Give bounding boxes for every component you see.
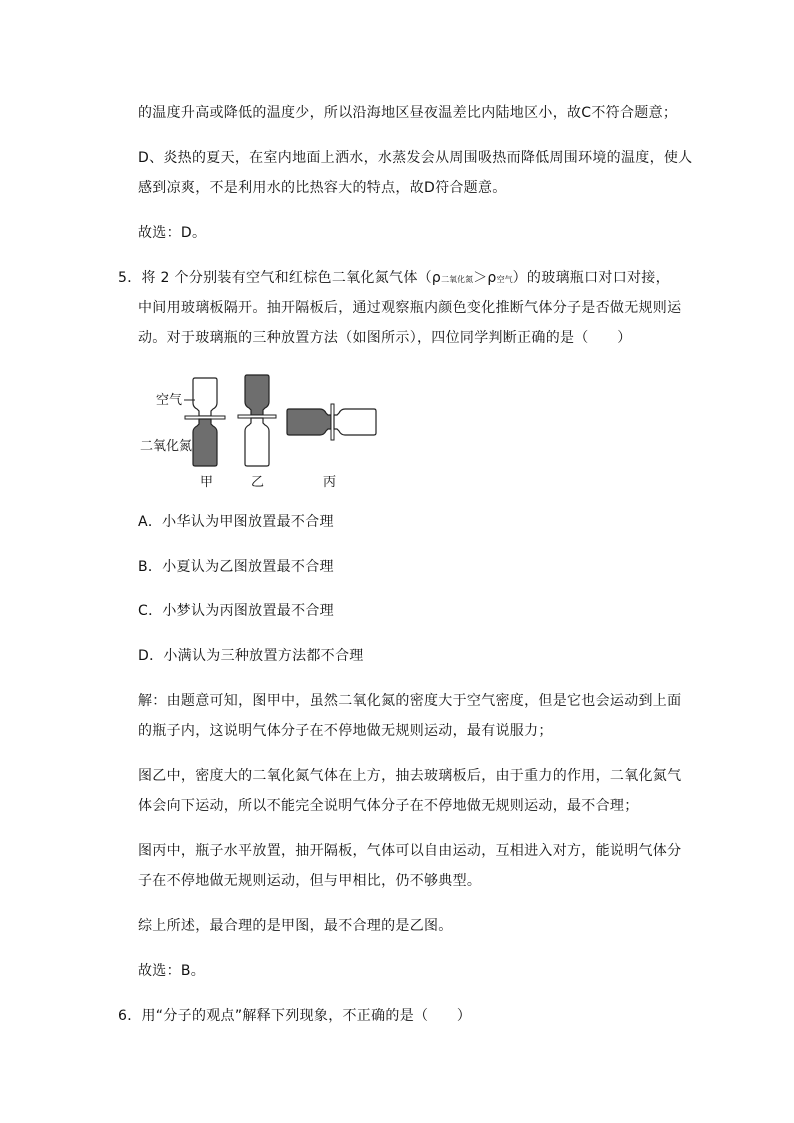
option-c: C．小梦认为丙图放置最不合理 (138, 603, 334, 619)
option-a: A．小华认为甲图放置最不合理 (138, 514, 334, 530)
no2-bottle-yi (245, 375, 269, 415)
air-bottle-bing (334, 409, 376, 435)
solution-line-1: 解：由题意可知，图甲中，虽然二氧化氮的密度大于空气密度，但是它也会运动到上面 (138, 693, 682, 709)
bottle-setup-bing (287, 404, 376, 490)
caption-yi: 乙 (251, 475, 265, 490)
bottle-setup-yi (238, 375, 276, 490)
density-subscript-air: 空气 (496, 275, 513, 284)
solution-line-4: 体会向下运动，所以不能完全说明气体分子在不停地做无规则运动，最不合理； (138, 798, 639, 814)
air-bottle-jia (193, 378, 217, 416)
bottle-setup-jia (140, 378, 225, 490)
option-b: B．小夏认为乙图放置最不合理 (138, 559, 334, 575)
caption-jia: 甲 (200, 475, 214, 490)
option-d: D．小满认为三种放置方法都不合理 (138, 648, 364, 664)
prev-answer-line-1: 的温度升高或降低的温度少，所以沿海地区昼夜温差比内陆地区小，故C不符合题意； (138, 105, 678, 121)
density-subscript-no2: 二氧化氮 (441, 275, 474, 284)
question-6-line-1: 6．用“分子的观点”解释下列现象，不正确的是（ ） (118, 1008, 472, 1024)
no2-label: 二氧化氮 (140, 439, 193, 454)
prev-answer-choice: 故选：D。 (138, 225, 207, 241)
no2-bottle-jia (193, 419, 217, 466)
prev-answer-line-3: 感到凉爽，不是利用水的比热容大的特点，故D符合题意。 (138, 180, 507, 196)
solution-line-5: 图丙中，瓶子水平放置，抽开隔板，气体可以自由运动，互相进入对方，能说明气体分 (138, 843, 682, 859)
question-5-text-start: 5．将 2 个分别装有空气和红棕色二氧化氮气体（ρ (118, 270, 442, 286)
question-5-text-end: ）的玻璃瓶口对口对接， (512, 270, 670, 286)
air-label: 空气 (156, 393, 183, 408)
solution-line-2: 的瓶子内，这说明气体分子在不停地做无规则运动，最有说服力； (138, 723, 553, 739)
solution-summary: 综上所述，最合理的是甲图，最不合理的是乙图。 (138, 918, 453, 934)
question-5-line-3: 动。对于玻璃瓶的三种放置方法（如图所示），四位同学判断正确的是（ ） (138, 330, 632, 346)
no2-bottle-bing (287, 409, 331, 435)
solution-line-6: 子在不停地做无规则运动，但与甲相比，仍不够典型。 (138, 873, 482, 889)
question-5-line-1 (118, 268, 670, 290)
caption-bing: 丙 (323, 475, 337, 490)
solution-choice: 故选：B。 (138, 963, 206, 979)
greater-than-rho: ＞ρ (473, 270, 497, 286)
question-5-line-2: 中间用玻璃板隔开。抽开隔板后，通过观察瓶内颜色变化推断气体分子是否做无规则运 (138, 300, 682, 316)
air-bottle-yi (245, 418, 269, 466)
bottle-arrangement-figure (140, 370, 400, 495)
prev-answer-line-2: D、炎热的夏天，在室内地面上洒水，水蒸发会从周围吸热而降低周围环境的温度，使人 (138, 150, 693, 166)
solution-line-3: 图乙中，密度大的二氧化氮气体在上方，抽去玻璃板后，由于重力的作用，二氧化氮气 (138, 768, 682, 784)
